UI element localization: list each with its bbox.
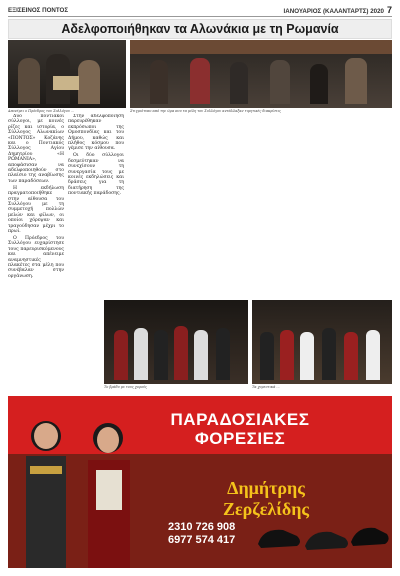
phone-landline: 2310 726 908 bbox=[168, 521, 236, 533]
caption-mid-left: Το βράδυ με τους χορούς bbox=[104, 385, 147, 389]
page-header bbox=[8, 4, 392, 17]
photo-plaque-exchange bbox=[130, 40, 392, 108]
photo-dance-groups bbox=[252, 300, 392, 384]
ad-phones bbox=[168, 521, 235, 547]
issue-info: ΙΑΝΟΥΑΡΙΟΣ (ΚΑΛΑΝΤΑΡΤΣ) 2020 7 bbox=[283, 5, 392, 15]
caption-top-right: Στιγμιότυπο από την ώρα που τα μέλη του Συλλόγου αντάλλαξαν τιμητικές διακρίσεις bbox=[130, 109, 281, 113]
article-column-2: Στην αδελφοποίηση παρευρέθηκαν εκπρόσωποι της Ομοσπονδίας και του Δήμου, καθώς και πλήθος κόσμου που γέμισε την αίθουσα. Οι δύο σύλλογοι δεσμεύτηκαν να συνεχίσουν τη συνεργασία τους με κοινές εκδηλώσεις και δράσεις για τη διατήρηση της ποντιακής παράδοσης. bbox=[68, 114, 124, 197]
advertisement-costumes bbox=[8, 396, 392, 568]
newspaper-name: ΕΞΙΣΕΙΝΟΣ ΠΟΝΤΟΣ bbox=[8, 6, 69, 14]
photo-award-ceremony bbox=[8, 40, 126, 108]
shoes-illustration bbox=[253, 514, 392, 554]
photo-evening-dances bbox=[104, 300, 248, 384]
article-title: Αδελφοποιήθηκαν τα Αλωνάκια με τη Ρωμανία bbox=[61, 22, 339, 36]
ad-owner-name: Δημήτρης Ζερζελίδης bbox=[222, 478, 310, 519]
article-title-band bbox=[8, 19, 392, 39]
page-number: 7 bbox=[386, 5, 392, 15]
caption-mid-right: Τα χορευτικά ... bbox=[252, 385, 280, 389]
article-column-1: Δύο ποντιακοί σύλλογοι, με κοινές ρίζες και ιστορία, ο Σύλλογος Αλωνακίων «ΠΟΝΤΟΣ» Κοζάνης και ο Ποντιακός Σύλλογος Αγίου Δημητρίου «Η ΡΩΜΑΝΙΑ», αποφάσισαν να αδελφοποιηθούν στο πλαίσιο της αναβίωσης των παραδόσεων. Η εκδήλωση πραγματοποιήθηκε στην αίθουσα του Συλλόγου με τη συμμετοχή πολλών μελών και φίλων, οι οποίοι χόρεψαν και τραγούδησαν μέχρι το πρωί. Ο Πρόεδρος του Συλλόγου ευχαρίστησε τους παρευρισκόμενους και απένειμε αναμνηστικές πλακέτες στα μέλη που συνέβαλαν στην οργάνωση. bbox=[8, 114, 64, 279]
phone-mobile: 6977 574 417 bbox=[168, 534, 236, 546]
caption-top-left: Απονέμει ο Πρόεδρος του Συλλόγου ... bbox=[8, 109, 75, 113]
ad-title: ΠΑΡΑΔΟΣΙΑΚΕΣ ΦΟΡΕΣΙΕΣ bbox=[170, 410, 310, 448]
